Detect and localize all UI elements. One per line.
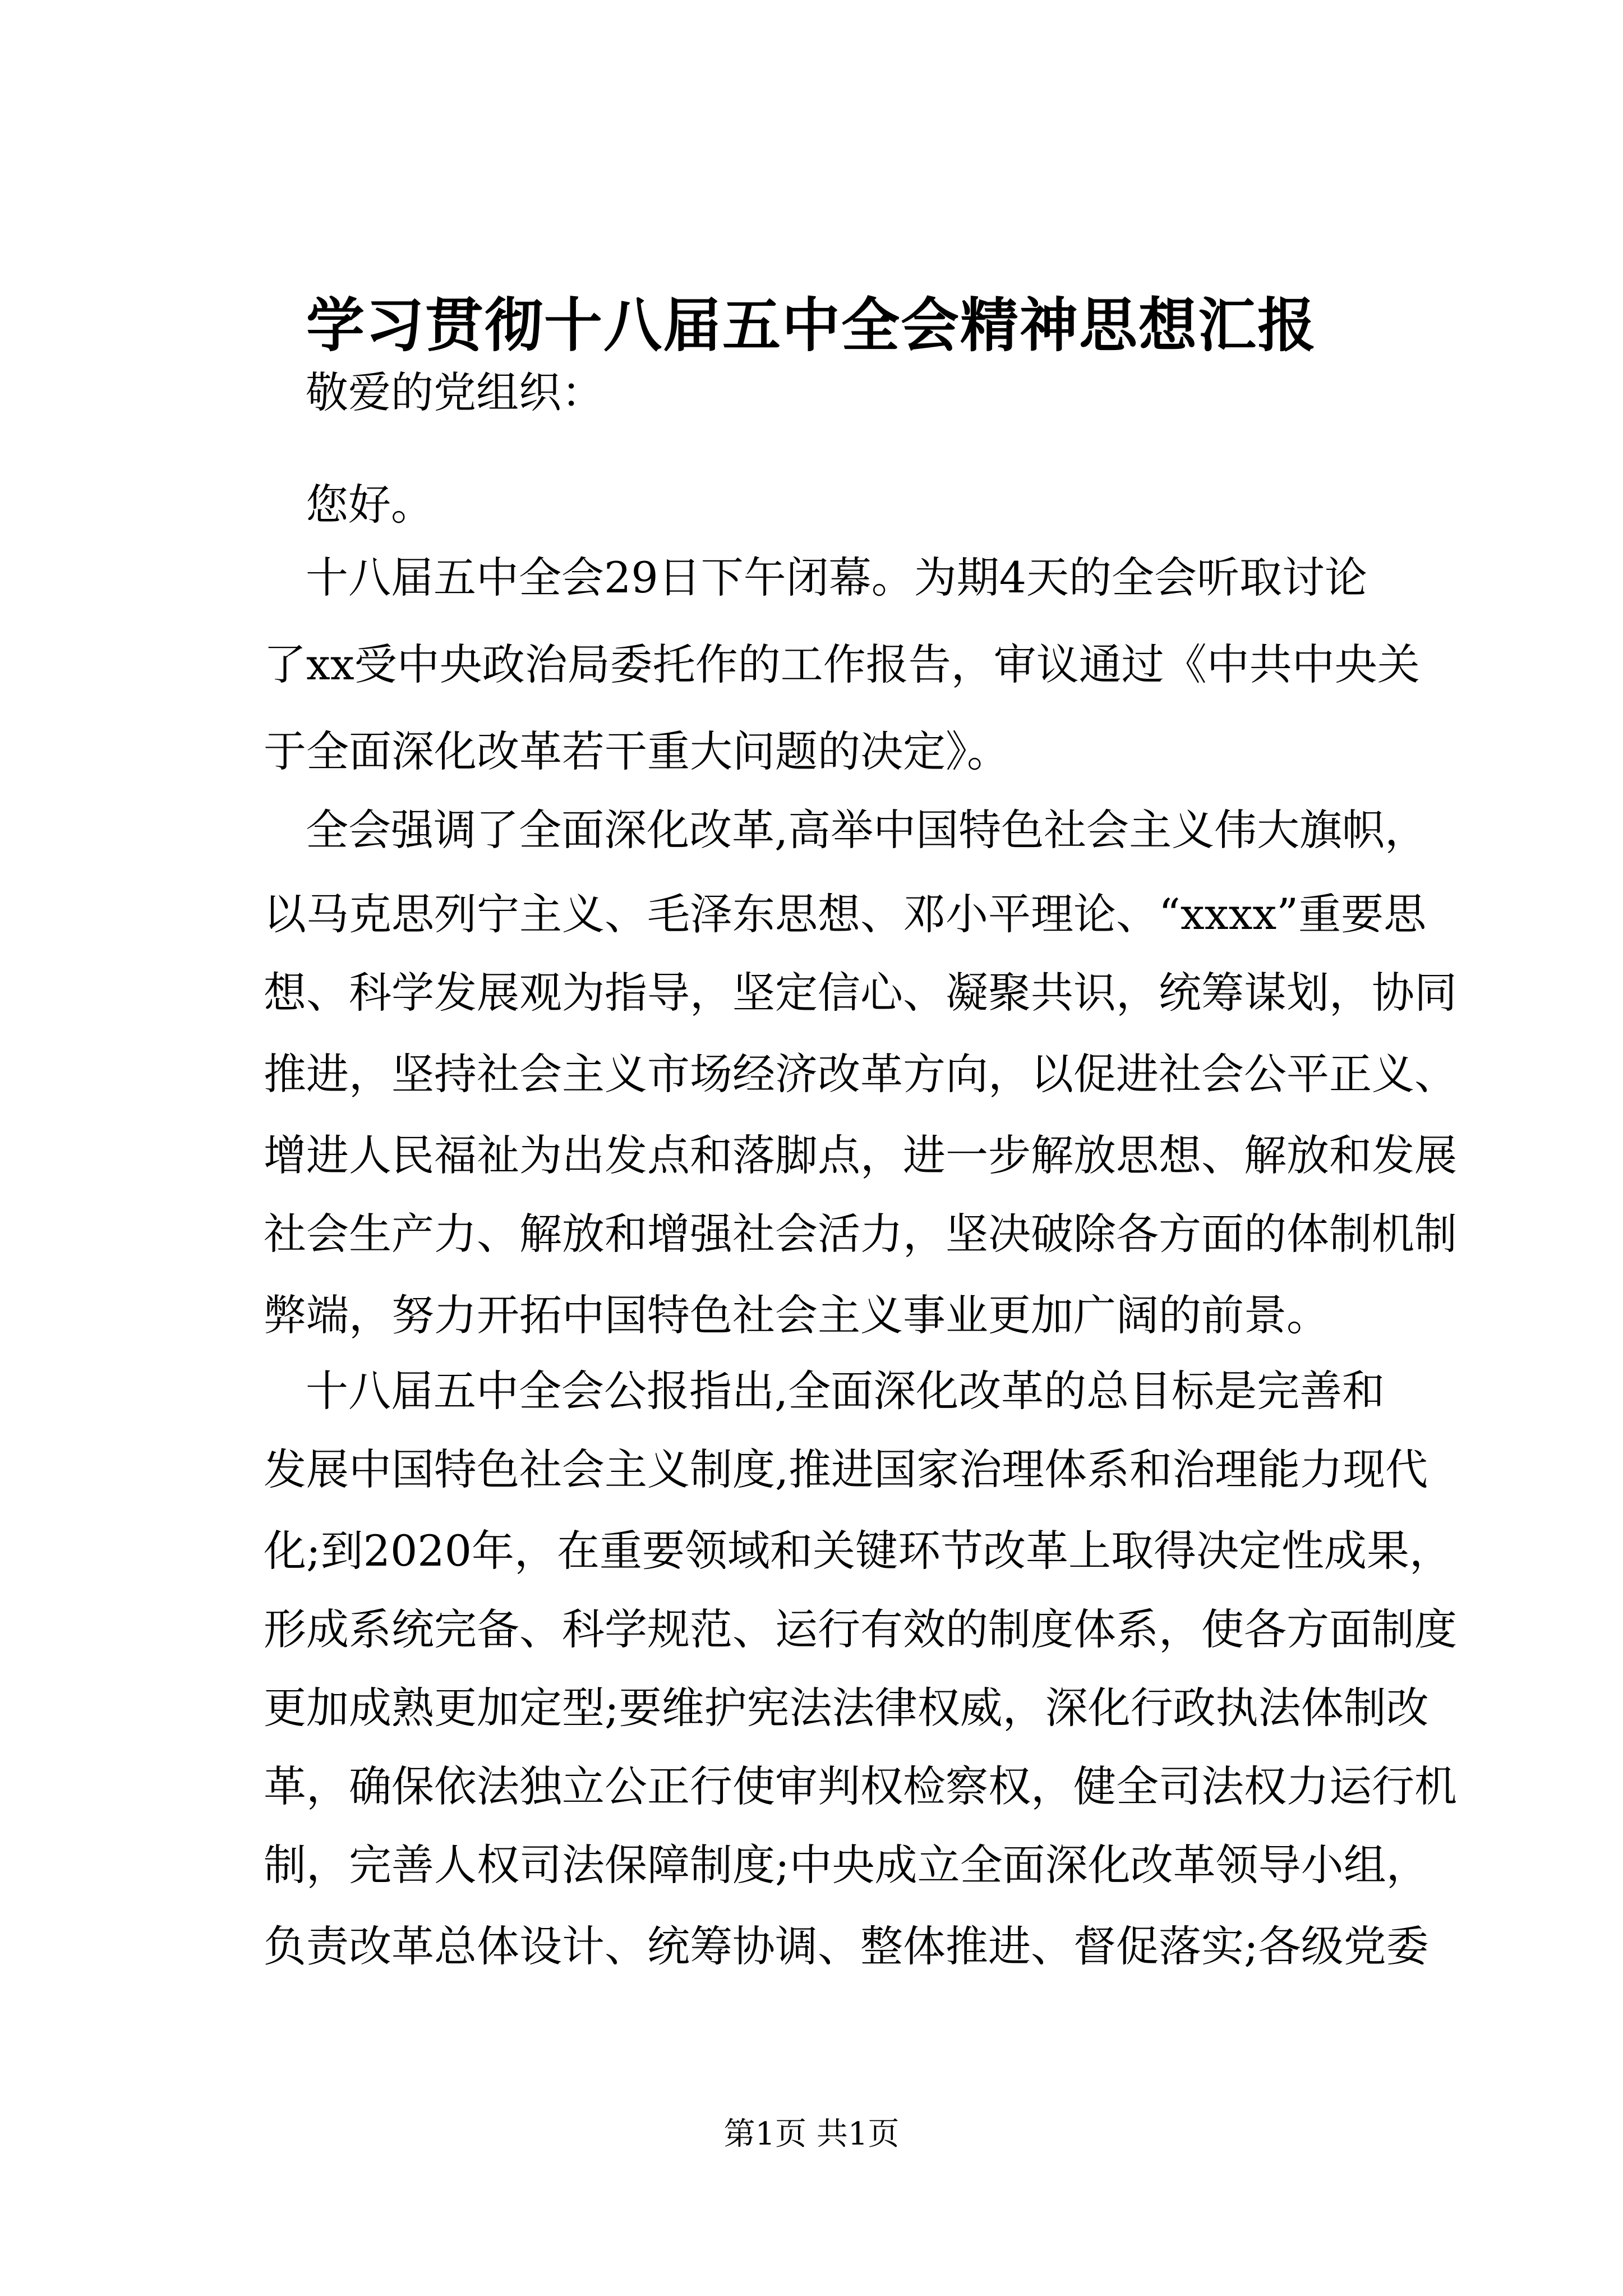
body-text-line: 制，完善人权司法保障制度;中央成立全面深化改革领导小组，: [264, 1840, 1429, 1890]
body-text-line: 社会生产力、解放和增强社会活力，坚决破除各方面的体制机制: [264, 1209, 1457, 1259]
salutation-line: 敬爱的党组织：: [306, 367, 604, 417]
greeting-line: 您好。: [306, 480, 434, 530]
body-text-line: 弊端，努力开拓中国特色社会主义事业更加广阔的前景。: [264, 1290, 1329, 1340]
body-text-line: 形成系统完备、科学规范、运行有效的制度体系，使各方面制度: [264, 1604, 1457, 1654]
body-text-line: 于全面深化改革若干重大问题的决定》。: [264, 726, 1009, 776]
document-title: 学习贯彻十八届五中全会精神思想汇报: [306, 291, 1317, 360]
body-text-line: 全会强调了全面深化改革,高举中国特色社会主义伟大旗帜，: [306, 805, 1428, 855]
body-text-line: 化;到2020年，在重要领域和关键环节改革上取得决定性成果，: [264, 1526, 1453, 1576]
page-number-footer: 第1页 共1页: [723, 2116, 900, 2152]
body-text-line: 推进，坚持社会主义市场经济改革方向，以促进社会公平正义、: [264, 1049, 1457, 1099]
body-text-line: 以马克思列宁主义、毛泽东思想、邓小平理论、“xxxx”重要思: [264, 889, 1427, 939]
body-text-line: 了xx受中央政治局委托作的工作报告，审议通过《中共中央关: [264, 639, 1420, 689]
body-text-line: 十八届五中全会公报指出,全面深化改革的总目标是完善和: [306, 1366, 1385, 1416]
body-text-line: 负责改革总体设计、统筹协调、整体推进、督促落实;各级党委: [264, 1921, 1429, 1971]
body-text-line: 革，确保依法独立公正行使审判权检察权，健全司法权力运行机: [264, 1761, 1457, 1811]
body-text-line: 增进人民福祉为出发点和落脚点，进一步解放思想、解放和发展: [264, 1130, 1457, 1180]
body-text-line: 想、科学发展观为指导，坚定信心、凝聚共识，统筹谋划，协同: [264, 968, 1457, 1018]
body-text-line: 更加成熟更加定型;要维护宪法法律权威，深化行政执法体制改: [264, 1683, 1429, 1733]
body-text-line: 发展中国特色社会主义制度,推进国家治理体系和治理能力现代: [264, 1444, 1428, 1494]
body-text-line: 十八届五中全会29日下午闭幕。为期4天的全会听取讨论: [306, 553, 1368, 602]
